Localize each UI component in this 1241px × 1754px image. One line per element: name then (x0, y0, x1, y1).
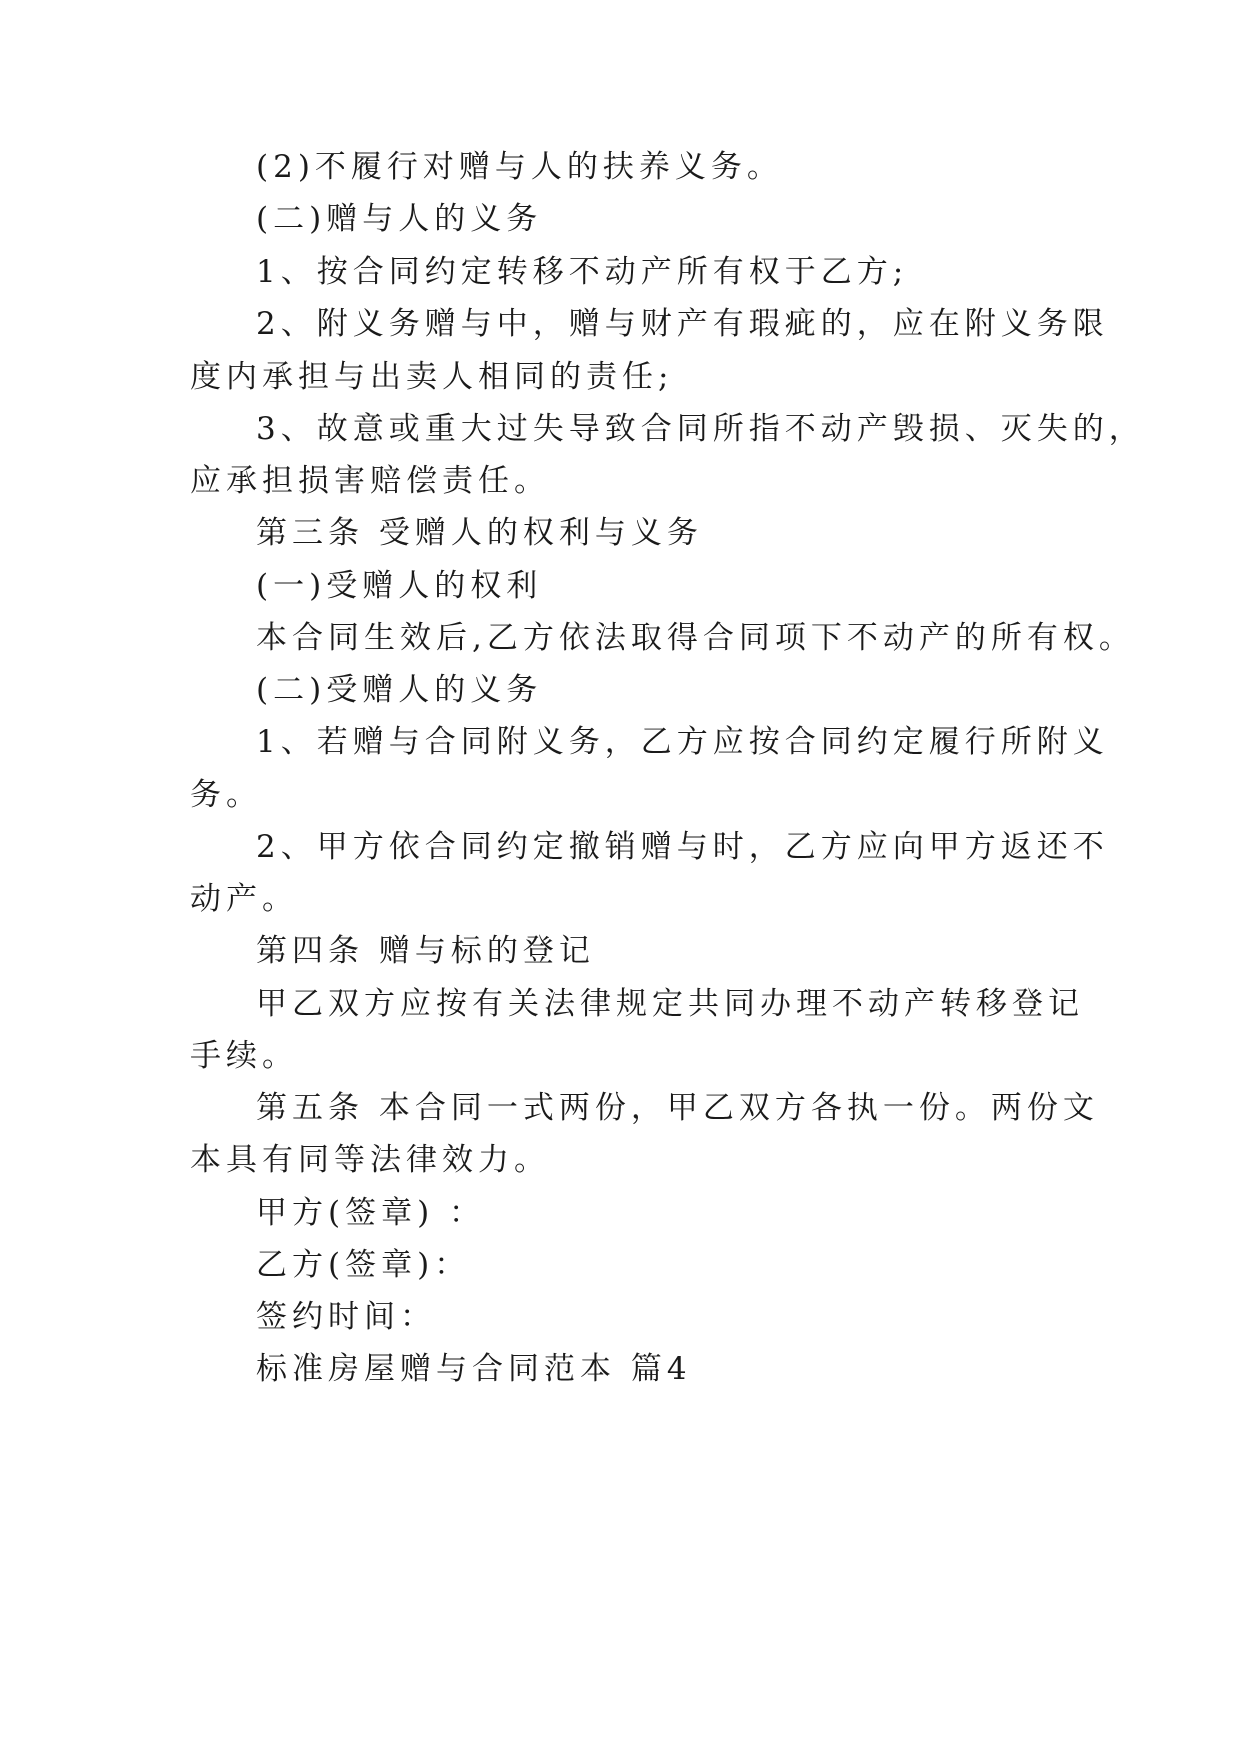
text-line: 动产。 (190, 881, 298, 917)
text-line: 3、故意或重大过失导致合同所指不动产毁损、灭失的， (256, 411, 1145, 447)
text-line: 甲乙双方应按有关法律规定共同办理不动产转移登记 (256, 986, 1084, 1022)
text-line: 本合同生效后,乙方依法取得合同项下不动产的所有权。 (256, 620, 1135, 656)
signature-line-party-a: 甲方(签章) ： (256, 1195, 486, 1231)
section-heading: 第三条 受赠人的权利与义务 (256, 515, 703, 551)
text-line: 1、按合同约定转移不动产所有权于乙方; (256, 254, 909, 290)
text-line: 应承担损害赔偿责任。 (190, 463, 550, 499)
next-section-title: 标准房屋赠与合同范本 篇4 (256, 1351, 692, 1387)
signing-date-line: 签约时间： (256, 1299, 436, 1335)
text-line: 1、若赠与合同附义务，乙方应按合同约定履行所附义 (256, 724, 1109, 760)
text-line: 2、甲方依合同约定撤销赠与时，乙方应向甲方返还不 (256, 829, 1109, 865)
section-heading: 第五条 本合同一式两份，甲乙双方各执一份。两份文 (256, 1090, 1099, 1126)
signature-line-party-b: 乙方(签章)： (256, 1247, 471, 1283)
text-line: (一)受赠人的权利 (256, 568, 543, 604)
text-line: (二)赠与人的义务 (256, 201, 543, 237)
text-line: (2)不履行对赠与人的扶养义务。 (256, 149, 783, 185)
text-line: 手续。 (190, 1038, 298, 1074)
text-line: 度内承担与出卖人相同的责任; (190, 359, 674, 395)
text-line: 2、附义务赠与中，赠与财产有瑕疵的，应在附义务限 (256, 306, 1109, 342)
text-line: 本具有同等法律效力。 (190, 1142, 550, 1178)
text-line: (二)受赠人的义务 (256, 672, 543, 708)
text-line: 务。 (190, 777, 262, 813)
section-heading: 第四条 赠与标的登记 (256, 933, 595, 969)
